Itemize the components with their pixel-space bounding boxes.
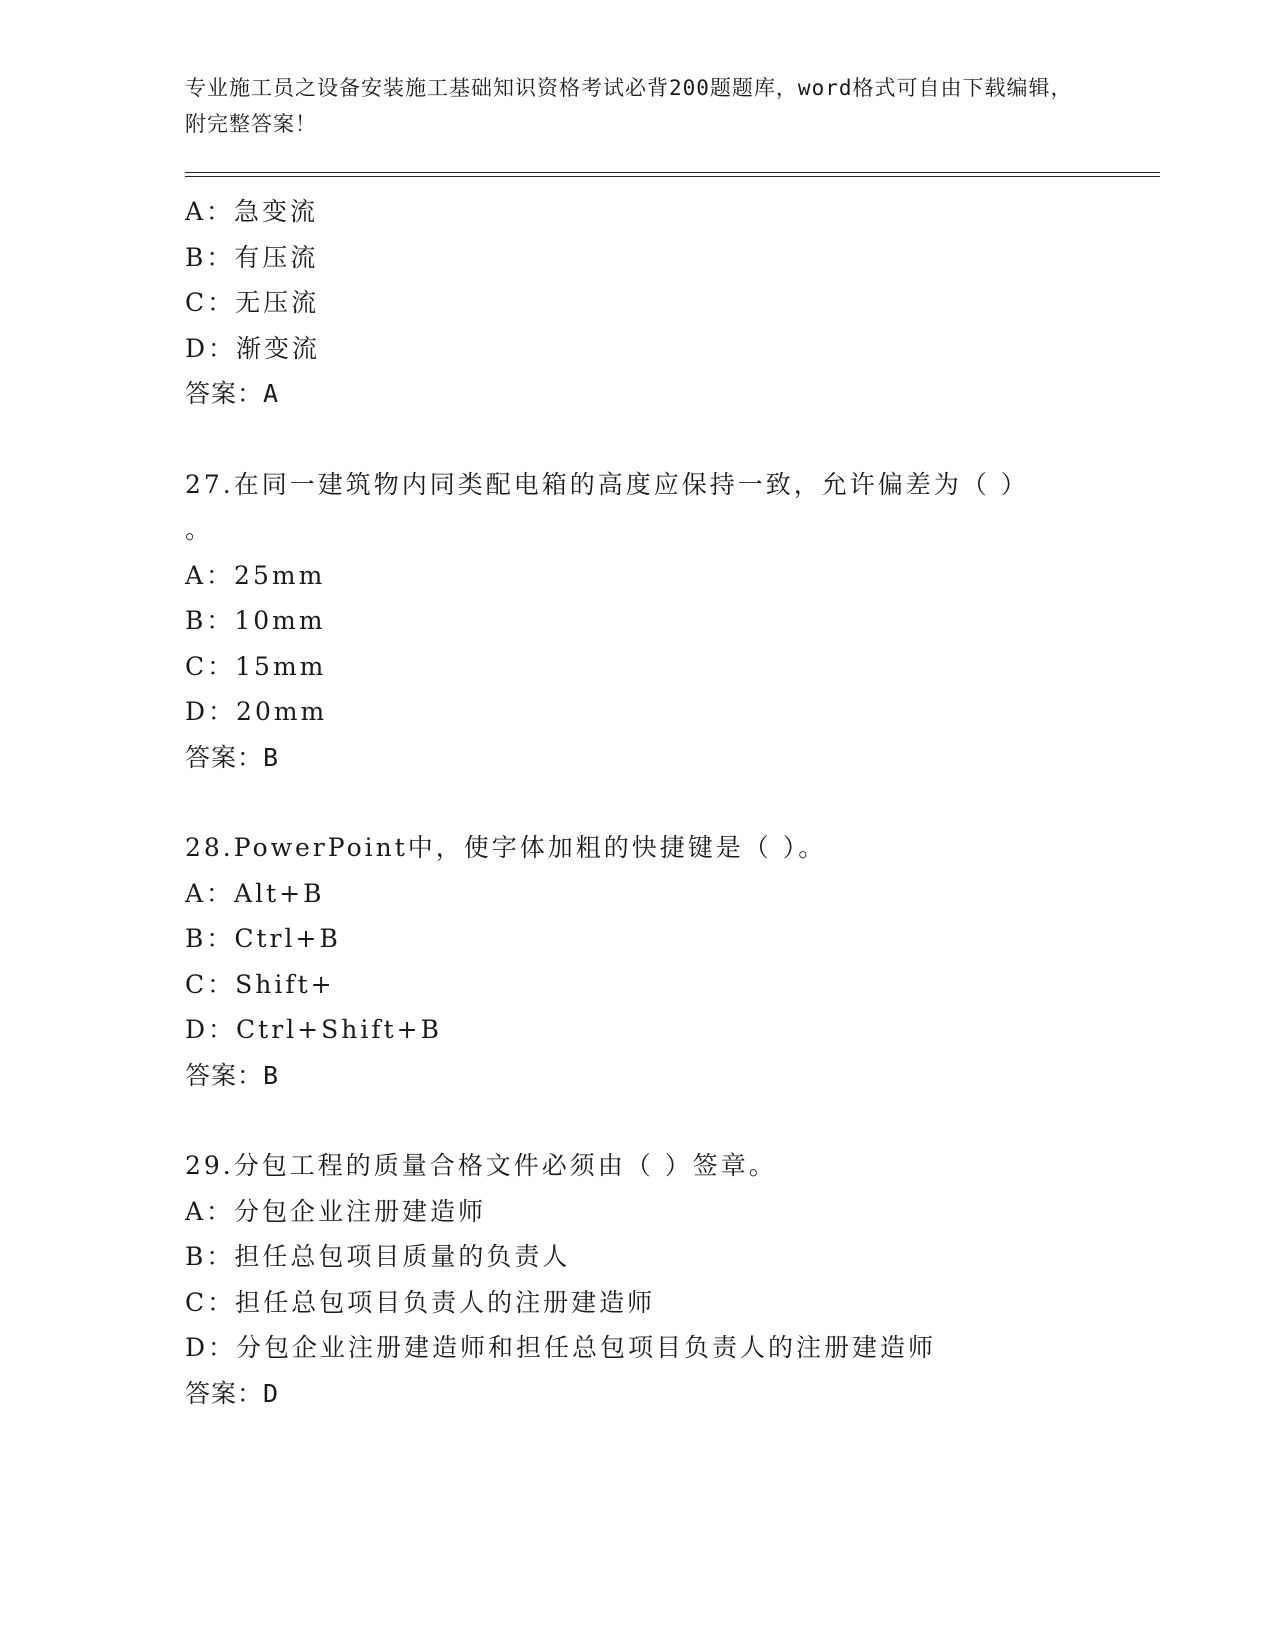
option-c: C：15mm xyxy=(185,651,327,681)
option-d: D：分包企业注册建造师和担任总包项目负责人的注册建造师 xyxy=(185,1333,937,1362)
answer-line: 答案：D xyxy=(185,1378,280,1408)
option-b: B：10mm xyxy=(185,606,326,635)
option-d: D：20mm xyxy=(185,697,328,726)
question-stem: 28.PowerPoint中，使字体加粗的快捷键是（ ）。 xyxy=(185,833,827,862)
option-c: C：担任总包项目负责人的注册建造师 xyxy=(185,1287,656,1317)
question-26-block xyxy=(185,189,1160,417)
option-d: D：Ctrl+Shift+B xyxy=(185,1015,442,1044)
option-a: A：25mm xyxy=(185,560,326,590)
option-a: A：Alt+B xyxy=(185,878,325,908)
question-stem-continuation: 。 xyxy=(185,515,214,544)
question-stem: 29.分包工程的质量合格文件必须由（ ）签章。 xyxy=(185,1151,777,1180)
answer-line: 答案：B xyxy=(185,742,280,772)
answer-line: 答案：B xyxy=(185,1060,280,1090)
option-a: A：急变流 xyxy=(185,197,319,226)
option-c: C：无压流 xyxy=(185,288,320,317)
option-c: C：Shift+ xyxy=(185,969,335,999)
question-stem: 27.在同一建筑物内同类配电箱的高度应保持一致，允许偏差为（ ） xyxy=(185,469,1029,499)
document-intro: 专业施工员之设备安装施工基础知识资格考试必背200题题库，word格式可自由下载编辑，附完整答案！ xyxy=(185,76,1073,136)
option-a: A：分包企业注册建造师 xyxy=(185,1196,487,1226)
option-b: B：有压流 xyxy=(185,242,319,272)
option-b: B：Ctrl+B xyxy=(185,924,341,953)
question-28-block xyxy=(185,825,1160,1098)
option-d: D：渐变流 xyxy=(185,333,321,363)
question-27-block xyxy=(185,462,1160,781)
answer-line: 答案：A xyxy=(185,379,280,408)
document-page xyxy=(185,70,1160,1416)
question-29-block xyxy=(185,1143,1160,1416)
option-b: B：担任总包项目质量的负责人 xyxy=(185,1242,571,1271)
header-divider xyxy=(185,172,1160,177)
